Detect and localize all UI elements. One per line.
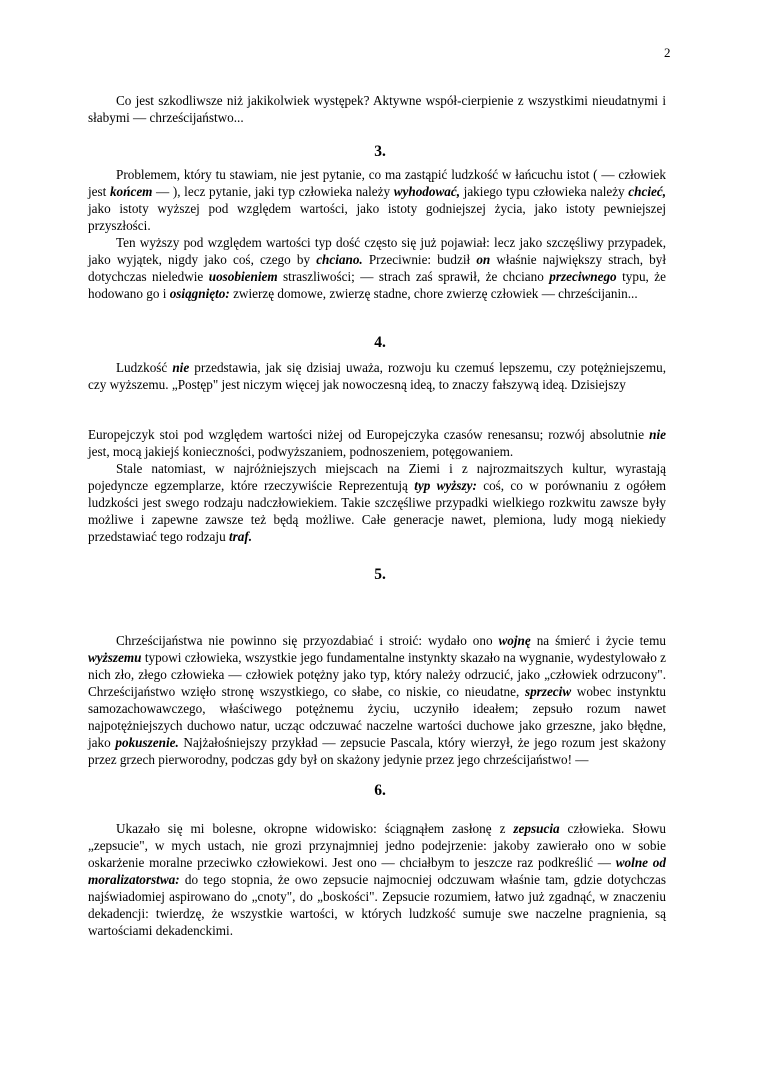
paragraph: Ludzkość nie przedstawia, jak się dzisiaj uważa, rozwoju ku czemuś lepszemu, czy potężniejszemu, czy wyższemu. „Postęp" jest niczym więcej jak nowoczesną ideą, to znaczy fałszywą ideą. Dzisiejszy [88, 360, 666, 392]
section-3-body [88, 166, 666, 302]
section-6-heading: 6. [374, 782, 386, 799]
section-4-heading: 4. [374, 334, 386, 351]
section-4-body-a [88, 359, 666, 393]
section-6-body [88, 820, 666, 939]
page-number: 2 [664, 45, 671, 60]
paragraph: Stale natomiast, w najróżniejszych miejscach na Ziemi i z najrozmaitszych kultur, wyrastają pojedyncze egzemplarze, które rzeczywiście Reprezentują typ wyższy: coś, co w porównaniu z ogółem ludzkości jest swego rodzaju nadczłowiekiem. Takie szczęśliwe przypadki wielkiego rozkwitu zawsze były możliwe i zapewne zawsze też będą możliwe. Całe generacje nawet, plemiona, ludy mogą niekiedy przedstawiać tego rodzaju traf. [88, 461, 666, 544]
paragraph: Ten wyższy pod względem wartości typ dość często się już pojawiał: lecz jako szczęśliwy przypadek, jako wyjątek, nigdy jako coś, czego by chciano. Przeciwnie: budził on właśnie największy strach, był dotychczas nieledwie uosobieniem straszliwości; — strach zaś sprawił, że chciano przeciwnego typu, że hodowano go i osiągnięto: zwierzę domowe, zwierzę stadne, chore zwierzę człowiek — chrześcijanin... [88, 235, 666, 301]
section-4-body-b [88, 426, 666, 545]
paragraph: Problemem, który tu stawiam, nie jest pytanie, co ma zastąpić ludzkość w łańcuchu istot ( — człowiek jest końcem — ), lecz pytanie, jaki typ człowieka należy wyhodować, jakiego typu człowieka należy chcieć, jako istoty wyższej pod względem wartości, jako istoty godniejszej życia, jako istoty pewniejszej przyszłości. [88, 167, 666, 233]
paragraph: Europejczyk stoi pod względem wartości niżej od Europejczyka czasów renesansu; rozwój absolutnie nie jest, mocą jakiejś konieczności, podwyższaniem, podnoszeniem, potęgowaniem. [88, 427, 666, 459]
paragraph: Ukazało się mi bolesne, okropne widowisko: ściągnąłem zasłonę z zepsucia człowieka. Słowu „zepsucie", w mych ustach, nie grozi przynajmniej jedno podejrzenie: jakoby zawierało ono w sobie oskarżenie moralne przeciwko człowiekowi. Jest ono — chciałbym to jeszcze raz podkreślić — wolne od moralizatorstwa: do tego stopnia, że owo zepsucie najmocniej odczuwam właśnie tam, gdzie dotychczas najświadomiej aspirowano do „cnoty", do „boskości". Zepsucie rozumiem, łatwo już zgadnąć, w znaczeniu dekadencji: twierdzę, że wszystkie wartości, w których ludzkość sumuje swe naczelne pragnienia, są wartościami dekadenckimi. [88, 821, 667, 938]
paragraph: Chrześcijaństwa nie powinno się przyozdabiać i stroić: wydało ono wojnę na śmierć i życie temu wyższemu typowi człowieka, wszystkie jego fundamentalne instynkty skazało na wygnanie, wydestylowało z nich zło, złego człowieka — człowiek potężny jako typ, który należy odrzucić, jako „człowiek odrzucony". Chrześcijaństwo wzięło stronę wszystkiego, co słabe, co niskie, co nieudatne, sprzeciw wobec instynktu samozachowawczego, właściwego potężnemu życiu, uczyniło ideałem; zepsuło rozum nawet najpotężniejszych duchowo natur, ucząc odczuwać naczelne wartości duchowe jako grzeszne, jako błędne, jako pokuszenie. Najżałośniejszy przykład — zepsucie Pascala, który wierzył, że jego rozum jest skażony przez grzech pierworodny, podczas gdy był on skażony jedynie przez jego chrześcijaństwo! — [88, 633, 666, 767]
section-2-ending [88, 92, 666, 126]
section-5-heading: 5. [374, 566, 386, 583]
section-3-heading: 3. [374, 143, 386, 160]
paragraph: Co jest szkodliwsze niż jakikolwiek występek? Aktywne współ-cierpienie z wszystkimi nieudatnymi i słabymi — chrześcijaństwo... [88, 93, 666, 125]
section-5-body [88, 632, 666, 768]
